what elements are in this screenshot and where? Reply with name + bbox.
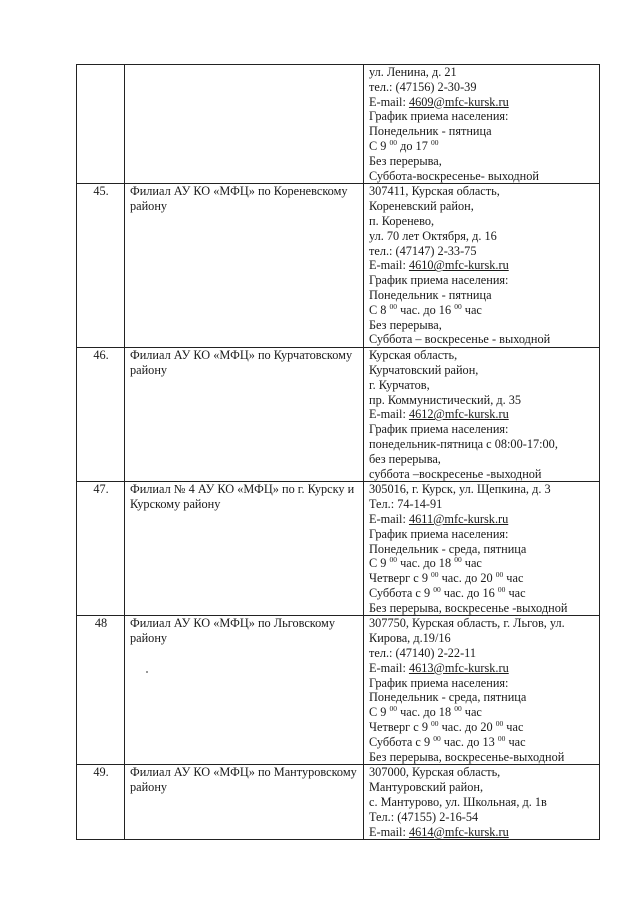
schedule-text: Без перерыва, воскресенье -выходной xyxy=(369,600,568,615)
schedule-line xyxy=(369,422,595,437)
schedule-line xyxy=(369,527,595,542)
branch-name: Филиал № 4 АУ КО «МФЦ» по г. Курску и Курскому району xyxy=(125,482,364,616)
branch-contacts xyxy=(364,616,600,765)
branch-name xyxy=(125,65,364,184)
row-number: 47. xyxy=(77,482,125,616)
schedule-text: Без перерыва, воскресенье-выходной xyxy=(369,749,565,764)
address-line: тел.: (47156) 2-30-39 xyxy=(369,79,477,94)
schedule-line xyxy=(369,556,595,571)
mfc-branches-table xyxy=(76,64,600,840)
schedule-line xyxy=(369,705,595,720)
schedule-text: Понедельник - пятница xyxy=(369,287,492,302)
schedule-text: суббота –воскресенье -выходной xyxy=(369,466,542,481)
schedule-text: График приема населения: xyxy=(369,526,509,541)
time-minutes: 00 xyxy=(389,137,397,147)
email-link[interactable]: 4609@mfc-kursk.ru xyxy=(408,94,509,109)
address-line: с. Мантурово, ул. Школьная, д. 1в xyxy=(369,795,547,810)
schedule-line xyxy=(369,139,595,154)
table-row xyxy=(77,765,600,840)
schedule-text: Суббота с 9 xyxy=(369,734,434,749)
email-line xyxy=(369,512,595,527)
table-body xyxy=(77,65,600,840)
address-line: Курская область, xyxy=(369,348,458,363)
email-label: E-mail: xyxy=(369,824,409,839)
branch-name: Филиал АУ КО «МФЦ» по Курчатовскому району xyxy=(125,348,364,482)
table-row xyxy=(77,65,600,184)
address-line: Мантуровский район, xyxy=(369,780,484,795)
time-minutes: 00 xyxy=(495,719,504,729)
row-number: 49. xyxy=(77,765,125,840)
email-link[interactable]: 4613@mfc-kursk.ru xyxy=(408,660,509,675)
schedule-line xyxy=(369,303,595,318)
time-minutes: 00 xyxy=(433,584,441,594)
email-line xyxy=(369,661,595,676)
schedule-text: График приема населения: xyxy=(369,422,509,437)
time-minutes: 00 xyxy=(454,301,462,311)
schedule-line xyxy=(369,288,595,303)
schedule-line xyxy=(369,542,595,557)
schedule-line xyxy=(369,690,595,705)
schedule-line xyxy=(369,586,595,601)
schedule-line xyxy=(369,750,595,765)
time-minutes: 00 xyxy=(495,570,504,580)
schedule-text: Понедельник - пятница xyxy=(369,124,492,139)
schedule-text: час. до 16 xyxy=(440,585,498,600)
time-minutes: 00 xyxy=(454,555,462,565)
address-line: Курчатовский район, xyxy=(369,362,479,377)
email-line xyxy=(369,825,595,840)
time-minutes: 00 xyxy=(497,733,506,743)
schedule-text: График приема населения: xyxy=(369,109,509,124)
address-line: тел.: (47140) 2-22-11 xyxy=(369,646,477,661)
branch-contacts xyxy=(364,184,600,348)
address-line: 307750, Курская область, г. Льгов, ул. Кирова, д.19/16 xyxy=(369,616,565,646)
branch-contacts xyxy=(364,765,600,840)
schedule-line xyxy=(369,720,595,735)
schedule-text: График приема населения: xyxy=(369,273,509,288)
schedule-line xyxy=(369,437,595,452)
schedule-line xyxy=(369,735,595,750)
schedule-text: час. до 16 xyxy=(397,302,455,317)
time-minutes: 00 xyxy=(430,137,439,147)
address-line: г. Курчатов, xyxy=(369,377,430,392)
schedule-text: Четверг с 9 xyxy=(369,571,432,586)
schedule-text: до 17 xyxy=(397,138,431,153)
schedule-text: час xyxy=(461,705,482,720)
schedule-text: час. до 20 xyxy=(438,571,496,586)
address-line: ул. Ленина, д. 21 xyxy=(369,65,457,79)
table-row xyxy=(77,482,600,616)
email-link[interactable]: 4611@mfc-kursk.ru xyxy=(408,511,509,526)
row-number xyxy=(77,65,125,184)
address-line: Тел.: (47155) 2-16-54 xyxy=(369,809,479,824)
email-line xyxy=(369,95,595,110)
schedule-text: Суббота-воскресенье- выходной xyxy=(369,168,539,183)
time-minutes: 00 xyxy=(497,584,506,594)
schedule-text: Суббота с 9 xyxy=(369,585,434,600)
email-label: E-mail: xyxy=(369,407,409,422)
address-line: тел.: (47147) 2-33-75 xyxy=(369,243,477,258)
schedule-text: Без перерыва, xyxy=(369,317,442,332)
time-minutes: 00 xyxy=(454,704,462,714)
schedule-text: час. до 13 xyxy=(440,734,498,749)
branch-name: Филиал АУ КО «МФЦ» по Льговскому району xyxy=(125,616,364,765)
time-minutes: 00 xyxy=(389,555,397,565)
address-line: ул. 70 лет Октября, д. 16 xyxy=(369,228,497,243)
email-label: E-mail: xyxy=(369,94,409,109)
schedule-text: С 9 xyxy=(369,556,390,571)
schedule-line xyxy=(369,467,595,482)
schedule-line xyxy=(369,601,595,616)
address-line: Тел.: 74-14-91 xyxy=(369,497,443,512)
schedule-line xyxy=(369,169,595,184)
email-line xyxy=(369,407,595,422)
schedule-text: час xyxy=(505,734,526,749)
schedule-line xyxy=(369,124,595,139)
schedule-text: час. до 20 xyxy=(438,720,496,735)
email-label: E-mail: xyxy=(369,660,409,675)
address-line: п. Коренево, xyxy=(369,213,435,228)
schedule-line xyxy=(369,571,595,586)
row-number: 46. xyxy=(77,348,125,482)
schedule-line xyxy=(369,109,595,124)
schedule-text: час. до 18 xyxy=(397,556,455,571)
schedule-text: Четверг с 9 xyxy=(369,720,432,735)
address-line: 307000, Курская область, xyxy=(369,765,501,780)
schedule-text: час xyxy=(503,720,524,735)
time-minutes: 00 xyxy=(389,301,397,311)
row-number: 48 xyxy=(77,616,125,765)
branch-contacts xyxy=(364,348,600,482)
scan-speck xyxy=(146,671,148,673)
schedule-text: понедельник-пятница с 08:00-17:00, xyxy=(369,436,558,451)
time-minutes: 00 xyxy=(431,719,439,729)
branch-name: Филиал АУ КО «МФЦ» по Мантуровскому району xyxy=(125,765,364,840)
schedule-text: без перерыва, xyxy=(369,451,441,466)
branch-contacts xyxy=(364,482,600,616)
schedule-text: Понедельник - среда, пятница xyxy=(369,541,527,556)
schedule-line xyxy=(369,676,595,691)
branch-name: Филиал АУ КО «МФЦ» по Кореневскому району xyxy=(125,184,364,348)
table-row xyxy=(77,348,600,482)
time-minutes: 00 xyxy=(389,704,397,714)
time-minutes: 00 xyxy=(433,733,441,743)
schedule-text: С 9 xyxy=(369,705,390,720)
email-link[interactable]: 4610@mfc-kursk.ru xyxy=(408,258,509,273)
schedule-line xyxy=(369,452,595,467)
address-line: Кореневский район, xyxy=(369,199,474,214)
table-row xyxy=(77,184,600,348)
schedule-text: Без перерыва, xyxy=(369,153,442,168)
table-row xyxy=(77,616,600,765)
address-line: пр. Коммунистический, д. 35 xyxy=(369,392,522,407)
address-line: 307411, Курская область, xyxy=(369,184,500,199)
email-label: E-mail: xyxy=(369,258,409,273)
address-line: 305016, г. Курск, ул. Щепкина, д. 3 xyxy=(369,482,551,497)
branch-contacts xyxy=(364,65,600,184)
schedule-line xyxy=(369,154,595,169)
email-link[interactable]: 4614@mfc-kursk.ru xyxy=(408,824,509,839)
schedule-text: Суббота – воскресенье - выходной xyxy=(369,332,551,347)
schedule-text: С 8 xyxy=(369,302,390,317)
schedule-text: час xyxy=(461,302,482,317)
schedule-text: час xyxy=(505,585,526,600)
schedule-text: час xyxy=(461,556,482,571)
time-minutes: 00 xyxy=(431,570,439,580)
email-line xyxy=(369,258,595,273)
schedule-text: График приема населения: xyxy=(369,675,509,690)
schedule-line xyxy=(369,318,595,333)
row-number: 45. xyxy=(77,184,125,348)
schedule-text: Понедельник - среда, пятница xyxy=(369,690,527,705)
schedule-text: С 9 xyxy=(369,138,390,153)
email-label: E-mail: xyxy=(369,511,409,526)
schedule-line xyxy=(369,332,595,347)
schedule-line xyxy=(369,273,595,288)
schedule-text: час. до 18 xyxy=(397,705,455,720)
email-link[interactable]: 4612@mfc-kursk.ru xyxy=(408,407,509,422)
schedule-text: час xyxy=(503,571,524,586)
